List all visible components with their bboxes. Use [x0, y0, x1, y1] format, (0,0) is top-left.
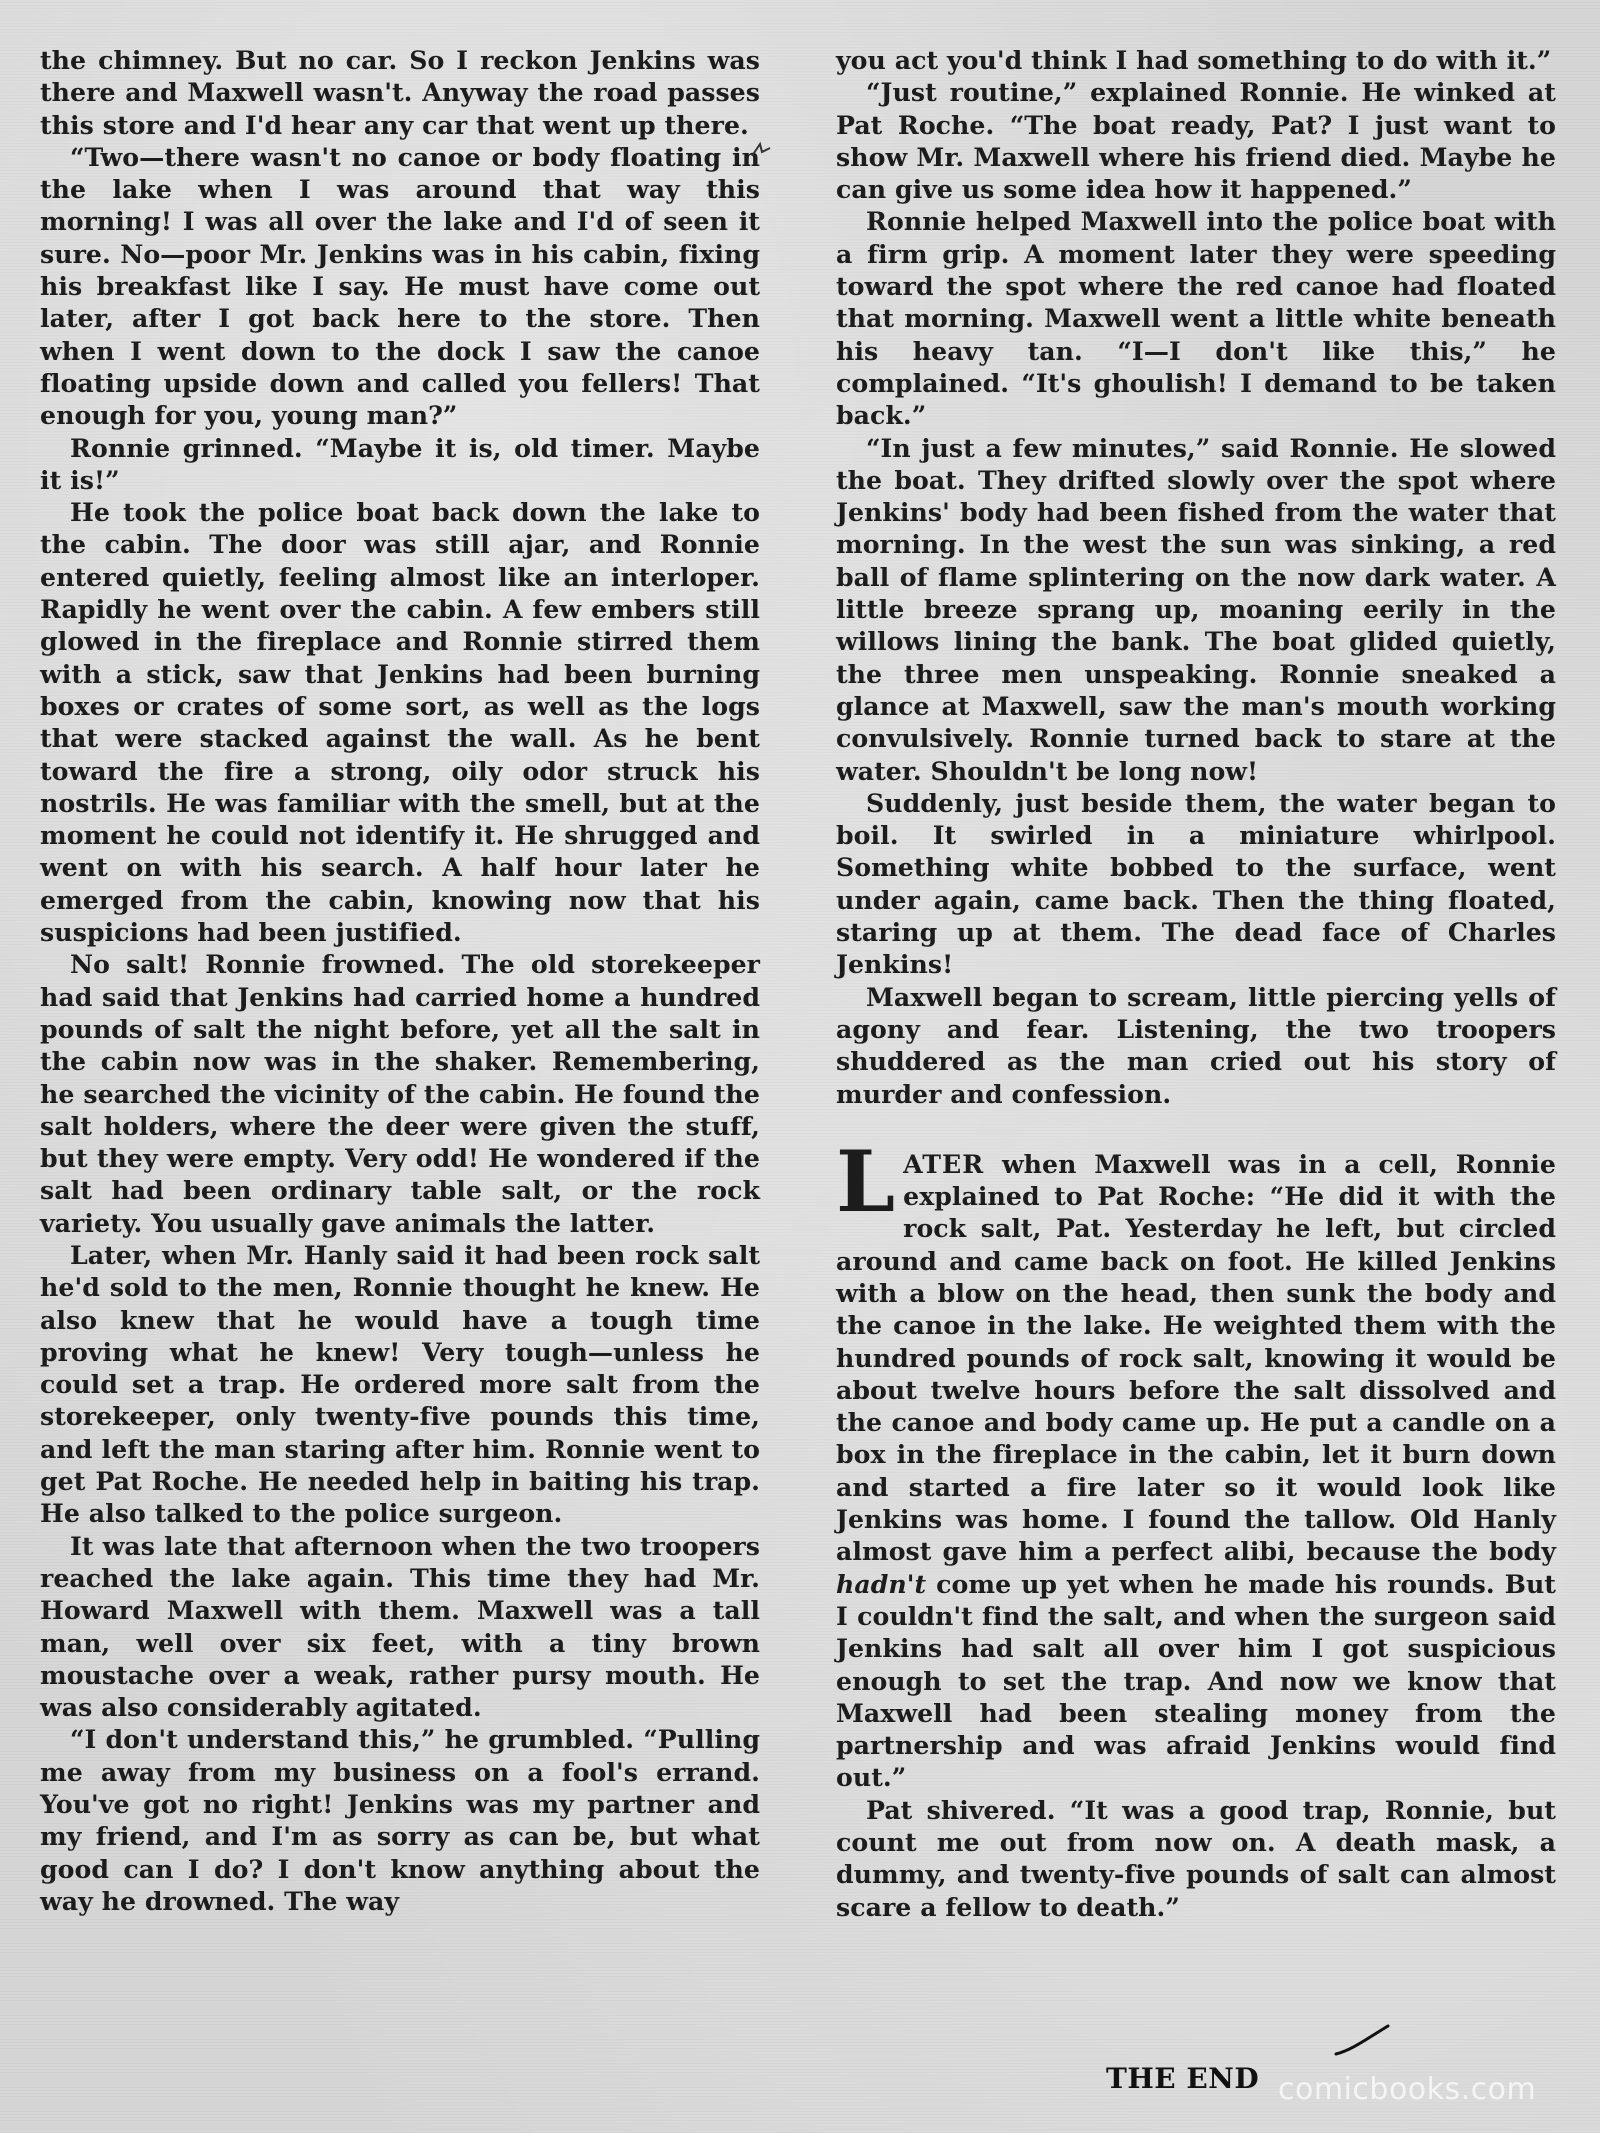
- paragraph: Later, when Mr. Hanly said it had been rock salt he'd sold to the men, Ronnie thought he knew. He also knew that he would have a tough time proving what he knew! Very tough—unless he could set a trap. He ordered more salt from the storekeeper, only twenty-five pounds this time, and left the man staring after him. Ronnie went to get Pat Roche. He needed help in baiting his trap. He also talked to the police surgeon.: [40, 1239, 760, 1529]
- left-text-column: [40, 44, 760, 1917]
- emphasis-text: hadn't: [836, 1568, 927, 1599]
- paragraph-text: when Maxwell was in a cell, Ronnie explained to Pat Roche: “He did it with the rock salt, Pat. Yesterday he left, but circled around and came back on foot. He killed Jenkins with a blow on the head, then sunk the body and the canoe in the lake. He weighted them with the hundred pounds of rock salt, knowing it would be about twelve hours before the salt dissolved and the canoe and body came up. He put a candle on a box in the fireplace in the cabin, let it burn down and started a fire later so it would look like Jenkins was home. I found the tallow. Old Hanly almost gave him a perfect alibi, because the body: [836, 1148, 1556, 1567]
- lead-caps: ATER: [903, 1148, 985, 1179]
- watermark: comicbooks.com: [1278, 2072, 1537, 2107]
- the-end-marker: THE END: [1106, 2062, 1260, 2095]
- paragraph: “Just routine,” explained Ronnie. He winked at Pat Roche. “The boat ready, Pat? I just want to show Mr. Maxwell where his friend died. Maybe he can give us some idea how it happened.”: [836, 77, 1556, 205]
- paragraph: Maxwell began to scream, little piercing yells of agony and fear. Listening, the two troopers shuddered as the man cried out his story of murder and confession.: [836, 981, 1556, 1109]
- paragraph: Ronnie helped Maxwell into the police boat with a firm grip. A moment later they were speeding toward the spot where the red canoe had floated that morning. Maxwell went a little white beneath his heavy tan. “I—I don't like this,” he complained. “It's ghoulish! I demand to be taken back.”: [836, 206, 1556, 431]
- flourish-icon: [1332, 2020, 1392, 2060]
- paragraph: the chimney. But no car. So I reckon Jenkins was there and Maxwell wasn't. Anyway the road passes this store and I'd hear any car that went up there.: [40, 45, 760, 140]
- paragraph: “In just a few minutes,” said Ronnie. He slowed the boat. They drifted slowly over the spot where Jenkins' body had been fished from the water that morning. In the west the sun was sinking, a red ball of flame splintering on the now dark water. A little breeze sprang up, moaning eerily in the willows lining the bank. The boat glided quietly, the three men unspeaking. Ronnie sneaked a glance at Maxwell, saw the man's mouth working convulsively. Ronnie turned back to stare at the water. Shouldn't be long now!: [836, 432, 1556, 786]
- paragraph: Ronnie grinned. “Maybe it is, old timer. Maybe it is!”: [40, 432, 760, 495]
- closing-paragraph: Pat shivered. “It was a good trap, Ronnie, but count me out from now on. A death mask, a dummy, and twenty-five pounds of salt can almost scare a fellow to death.”: [836, 1794, 1556, 1922]
- drop-cap: L: [836, 1131, 896, 1231]
- right-text-column: [836, 44, 1556, 1923]
- final-section-paragraph: [836, 1131, 1556, 1794]
- paragraph: He took the police boat back down the lake to the cabin. The door was still ajar, and Ronnie entered quietly, feeling almost like an interloper. Rapidly he went over the cabin. A few embers still glowed in the fireplace and Ronnie stirred them with a stick, saw that Jenkins had been burning boxes or crates of some sort, as well as the logs that were stacked against the wall. As he bent toward the fire a strong, oily odor struck his nostrils. He was familiar with the smell, but at the moment he could not identify it. He shrugged and went on with his search. A half hour later he emerged from the cabin, knowing now that his suspicions had been justified.: [40, 497, 760, 948]
- paragraph: “Two—there wasn't no canoe or body floating in the lake when I was around that way this morning! I was all over the lake and I'd of seen it sure. No—poor Mr. Jenkins was in his cabin, fixing his breakfast like I say. He must have come out later, after I got back here to the store. Then when I went down to the dock I saw the canoe floating upside down and called you fellers! That enough for you, young man?”: [40, 141, 760, 431]
- paragraph: No salt! Ronnie frowned. The old storekeeper had said that Jenkins had carried home a hundred pounds of salt the night before, yet all the salt in the cabin now was in the shaker. Remembering, he searched the vicinity of the cabin. He found the salt holders, where the deer were given the stuff, but they were empty. Very odd! He wondered if the salt had been ordinary table salt, or the rock variety. You usually gave animals the latter.: [40, 949, 760, 1238]
- paragraph: “I don't understand this,” he grumbled. “Pulling me away from my business on a fool's errand. You've got no right! Jenkins was my partner and my friend, and I'm as sorry as can be, but what good can I do? I don't know anything about the way he drowned. The way: [40, 1724, 760, 1916]
- paragraph: you act you'd think I had something to do with it.”: [836, 45, 1552, 75]
- paragraph: Suddenly, just beside them, the water began to boil. It swirled in a miniature whirlpool. Something white bobbed to the surface, went under again, came back. Then the thing floated, staring up at them. The dead face of Charles Jenkins!: [836, 787, 1556, 980]
- paragraph-text: come up yet when he made his rounds. But I couldn't find the salt, and when the surgeon said Jenkins had salt all over him I got suspicious enough to set the trap. And now we know that Maxwell had been stealing money from the partnership and was afraid Jenkins would find out.”: [836, 1568, 1556, 1793]
- paragraph: It was late that afternoon when the two troopers reached the lake again. This time they had Mr. Howard Maxwell with them. Maxwell was a tall man, well over six feet, with a tiny brown moustache over a weak, rather pursy mouth. He was also considerably agitated.: [40, 1530, 760, 1723]
- print-mark-icon: [748, 138, 774, 164]
